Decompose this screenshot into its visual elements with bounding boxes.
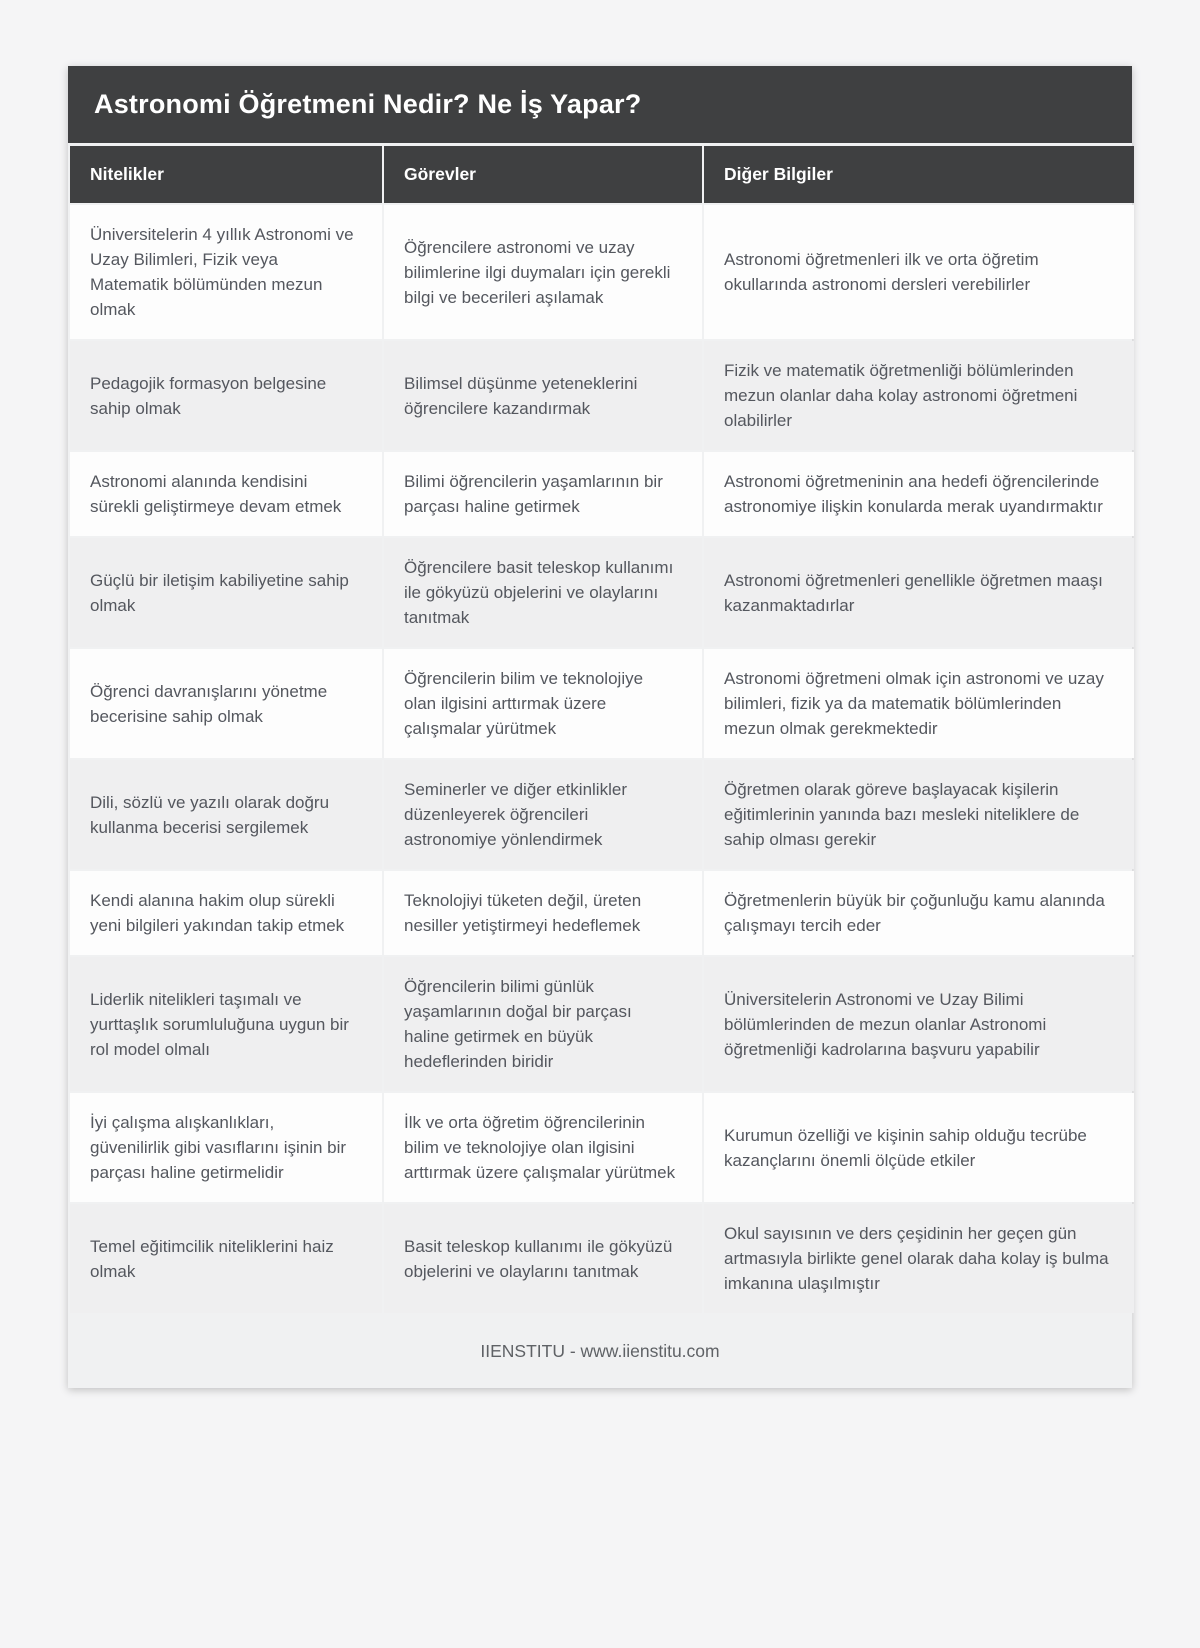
column-header-gorevler: Görevler <box>384 146 702 203</box>
cell-nitelikler: Astronomi alanında kendisini sürekli geliştirmeye devam etmek <box>70 452 382 536</box>
cell-diger-bilgiler: Astronomi öğretmenleri ilk ve orta öğretim okullarında astronomi dersleri verebilirler <box>704 205 1134 339</box>
cell-diger-bilgiler: Öğretmen olarak göreve başlayacak kişilerin eğitimlerinin yanında bazı mesleki niteliklere de sahip olması gerekir <box>704 760 1134 869</box>
cell-diger-bilgiler: Okul sayısının ve ders çeşidinin her geçen gün artmasıyla birlikte genel olarak daha kolay iş bulma imkanına ulaşılmıştır <box>704 1204 1134 1313</box>
cell-diger-bilgiler: Üniversitelerin Astronomi ve Uzay Bilimi bölümlerinden de mezun olanlar Astronomi öğretmenliği kadrolarına başvuru yapabilir <box>704 957 1134 1091</box>
cell-gorevler: Bilimi öğrencilerin yaşamlarının bir parçası haline getirmek <box>384 452 702 536</box>
cell-gorevler: Öğrencilere basit teleskop kullanımı ile gökyüzü objelerini ve olaylarını tanıtmak <box>384 538 702 647</box>
cell-diger-bilgiler: Fizik ve matematik öğretmenliği bölümlerinden mezun olanlar daha kolay astronomi öğretmeni olabilirler <box>704 341 1134 450</box>
page-title: Astronomi Öğretmeni Nedir? Ne İş Yapar? <box>68 66 1132 143</box>
cell-nitelikler: Liderlik nitelikleri taşımalı ve yurttaşlık sorumluluğuna uygun bir rol model olmalı <box>70 957 382 1091</box>
table-row <box>70 760 1134 869</box>
table-row <box>70 871 1134 955</box>
cell-gorevler: Öğrencilerin bilimi günlük yaşamlarının doğal bir parçası haline getirmek en büyük hedeflerinden biridir <box>384 957 702 1091</box>
cell-gorevler: Öğrencilerin bilim ve teknolojiye olan ilgisini arttırmak üzere çalışmalar yürütmek <box>384 649 702 758</box>
cell-gorevler: Basit teleskop kullanımı ile gökyüzü objelerini ve olaylarını tanıtmak <box>384 1204 702 1313</box>
table-row <box>70 957 1134 1091</box>
cell-gorevler: Teknolojiyi tüketen değil, üreten nesiller yetiştirmeyi hedeflemek <box>384 871 702 955</box>
cell-gorevler: İlk ve orta öğretim öğrencilerinin bilim ve teknolojiye olan ilgisini arttırmak üzere çalışmalar yürütmek <box>384 1093 702 1202</box>
cell-nitelikler: Dili, sözlü ve yazılı olarak doğru kullanma becerisi sergilemek <box>70 760 382 869</box>
table-row <box>70 452 1134 536</box>
cell-nitelikler: Öğrenci davranışlarını yönetme becerisine sahip olmak <box>70 649 382 758</box>
cell-gorevler: Öğrencilere astronomi ve uzay bilimlerine ilgi duymaları için gerekli bilgi ve becerileri aşılamak <box>384 205 702 339</box>
cell-diger-bilgiler: Astronomi öğretmenleri genellikle öğretmen maaşı kazanmaktadırlar <box>704 538 1134 647</box>
cell-diger-bilgiler: Astronomi öğretmeni olmak için astronomi ve uzay bilimleri, fizik ya da matematik bölümlerinden mezun olmak gerekmektedir <box>704 649 1134 758</box>
table-row <box>70 1093 1134 1202</box>
cell-diger-bilgiler: Kurumun özelliği ve kişinin sahip olduğu tecrübe kazançlarını önemli ölçüde etkiler <box>704 1093 1134 1202</box>
cell-diger-bilgiler: Astronomi öğretmeninin ana hedefi öğrencilerinde astronomiye ilişkin konularda merak uyandırmaktır <box>704 452 1134 536</box>
footer-text: IIENSTITU - www.iienstitu.com <box>480 1341 720 1361</box>
column-header-diger-bilgiler: Diğer Bilgiler <box>704 146 1134 203</box>
info-table <box>68 144 1136 1315</box>
table-header-row <box>70 146 1134 203</box>
table-row <box>70 538 1134 647</box>
table-row <box>70 1204 1134 1313</box>
cell-nitelikler: İyi çalışma alışkanlıkları, güvenilirlik gibi vasıflarını işinin bir parçası haline getirmelidir <box>70 1093 382 1202</box>
cell-nitelikler: Güçlü bir iletişim kabiliyetine sahip olmak <box>70 538 382 647</box>
cell-diger-bilgiler: Öğretmenlerin büyük bir çoğunluğu kamu alanında çalışmayı tercih eder <box>704 871 1134 955</box>
cell-nitelikler: Pedagojik formasyon belgesine sahip olmak <box>70 341 382 450</box>
cell-nitelikler: Kendi alanına hakim olup sürekli yeni bilgileri yakından takip etmek <box>70 871 382 955</box>
table-row <box>70 205 1134 339</box>
cell-gorevler: Bilimsel düşünme yeteneklerini öğrencilere kazandırmak <box>384 341 702 450</box>
cell-nitelikler: Temel eğitimcilik niteliklerini haiz olmak <box>70 1204 382 1313</box>
cell-gorevler: Seminerler ve diğer etkinlikler düzenleyerek öğrencileri astronomiye yönlendirmek <box>384 760 702 869</box>
column-header-nitelikler: Nitelikler <box>70 146 382 203</box>
content-card <box>68 66 1132 1388</box>
table-row <box>70 649 1134 758</box>
cell-nitelikler: Üniversitelerin 4 yıllık Astronomi ve Uzay Bilimleri, Fizik veya Matematik bölümünden mezun olmak <box>70 205 382 339</box>
table-row <box>70 341 1134 450</box>
